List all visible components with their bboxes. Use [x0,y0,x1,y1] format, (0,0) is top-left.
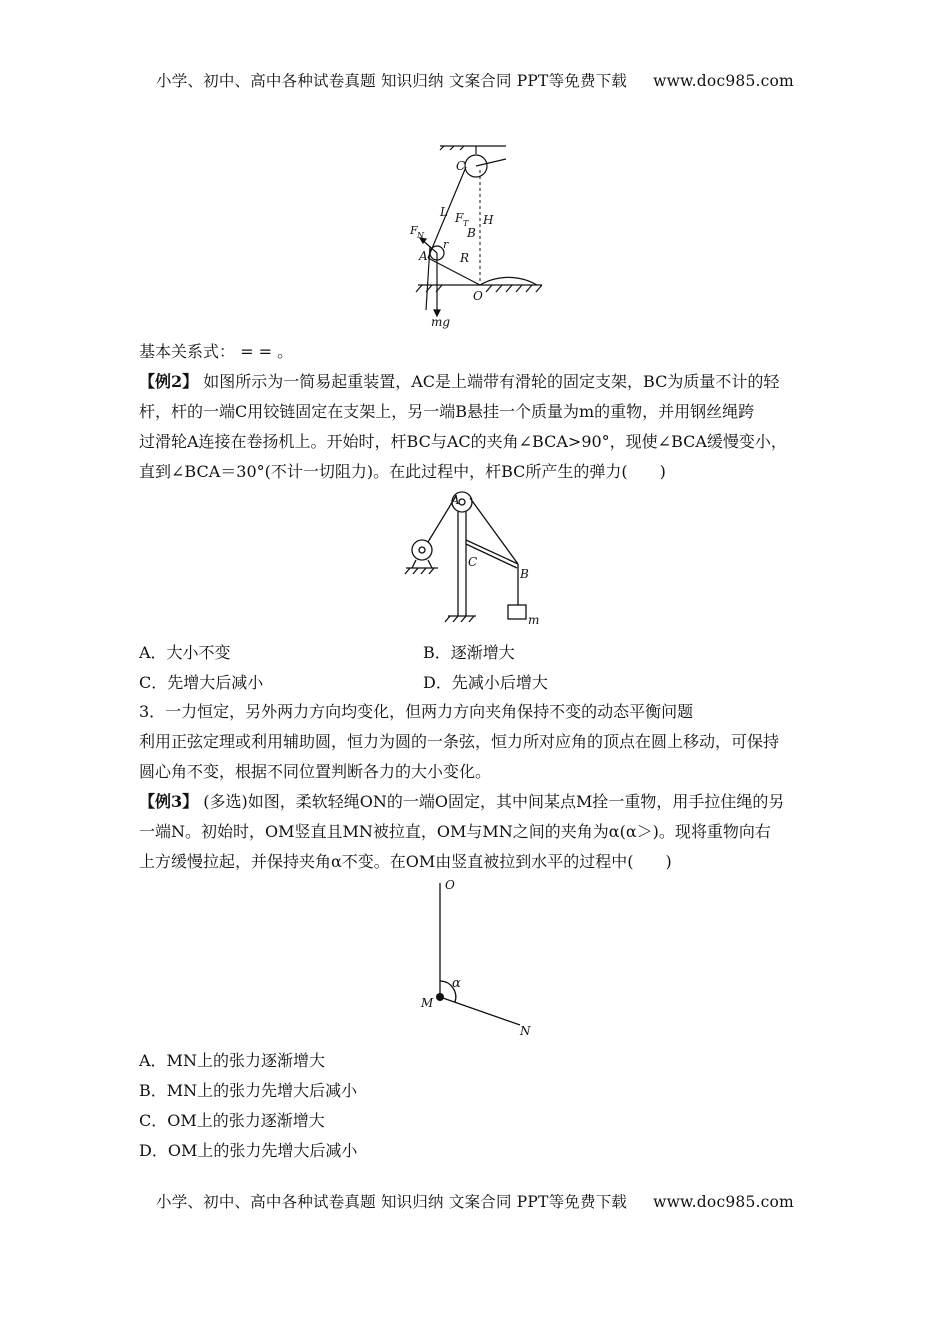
example-3-text: 【例3】 (多选)如图，柔软轻绳ON的一端O固定，其中间某点M拴一重物，用手拉住绳的另 一端N。初始时，OM竖直且MN被拉直，OM与MN之间的夹角为α(α＞)。现将重物向右 上方缓慢拉起，并保持夹角α不变。在OM由竖直被拉到水平的过程中( ) [139,792,785,871]
figure-rope-omn [410,875,550,1040]
header-url[interactable]: www.doc985.com [653,72,794,90]
label-a: A [419,249,428,263]
relation-line: 基本关系式： = = 。 [139,342,294,361]
label-fn: F [410,224,418,237]
label-mg: mg [431,315,451,329]
example-3-tag: 【例3】 [139,792,199,811]
option-3b[interactable]: B．MN上的张力先增大后减小 [139,1081,358,1100]
option-2c[interactable]: C．先增大后减小 [139,673,264,692]
rope-label-o: O [445,878,455,892]
example-2-tag: 【例2】 [139,372,199,391]
label-r-small: r [443,238,449,251]
option-2d[interactable]: D．先减小后增大 [423,673,548,692]
footer-text: 小学、初中、高中各种试卷真题 知识归纳 文案合同 PPT等免费下载 [156,1193,628,1211]
label-c: C [456,159,466,173]
option-3d[interactable]: D．OM上的张力先增大后减小 [139,1141,358,1160]
crane-label-a: A [451,493,460,507]
option-2a[interactable]: A．大小不变 [139,643,231,662]
figure-crane [400,488,560,630]
page-header [0,69,950,91]
crane-label-m: m [528,613,540,627]
example-2-text: 【例2】 如图所示为一简易起重装置，AC是上端带有滑轮的固定支架，BC为质量不计的轻 杆，杆的一端C用铰链固定在支架上，另一端B悬挂一个质量为m的重物，并用钢丝绳跨 过滑轮A连接在卷扬机上。开始时，杆BC与AC的夹角∠BCA>90°，现使∠BCA缓慢变小， 直到∠BCA＝30°(不计一切阻力)。在此过程中，杆BC所产生的弹力( ) [139,372,787,481]
label-b: B [467,226,476,240]
label-h: H [483,213,494,227]
label-fn-sub: N [417,231,424,240]
header-text: 小学、初中、高中各种试卷真题 知识归纳 文案合同 PPT等免费下载 [156,72,628,90]
rope-label-n: N [520,1024,531,1038]
footer-url[interactable]: www.doc985.com [653,1193,794,1211]
label-ft-sub: T [463,219,469,228]
crane-label-c: C [468,555,478,569]
crane-label-b: B [520,567,529,581]
section-3: 3．一力恒定，另外两力方向均变化，但两力方向夹角保持不变的动态平衡问题 利用正弦定理或利用辅助圆，恒力为圆的一条弦，恒力所对应角的顶点在圆上移动，可保持 圆心角不变，根据不同位置判断各力的大小变化。 [139,697,829,787]
rope-label-alpha: α [452,976,461,991]
section-3-title: 3．一力恒定，另外两力方向均变化，但两力方向夹角保持不变的动态平衡问题 [139,702,694,721]
option-3c[interactable]: C．OM上的张力逐渐增大 [139,1111,325,1130]
label-o: O [473,289,483,303]
page-footer [0,1190,950,1212]
option-3a[interactable]: A．MN上的张力逐渐增大 [139,1051,325,1070]
rope-label-m: M [421,996,434,1010]
label-r-big: R [460,251,470,265]
label-ft: F [455,211,464,225]
option-2b[interactable]: B．逐渐增大 [423,643,515,662]
figure-pulley-hemisphere [400,140,560,330]
label-l: L [440,205,448,219]
